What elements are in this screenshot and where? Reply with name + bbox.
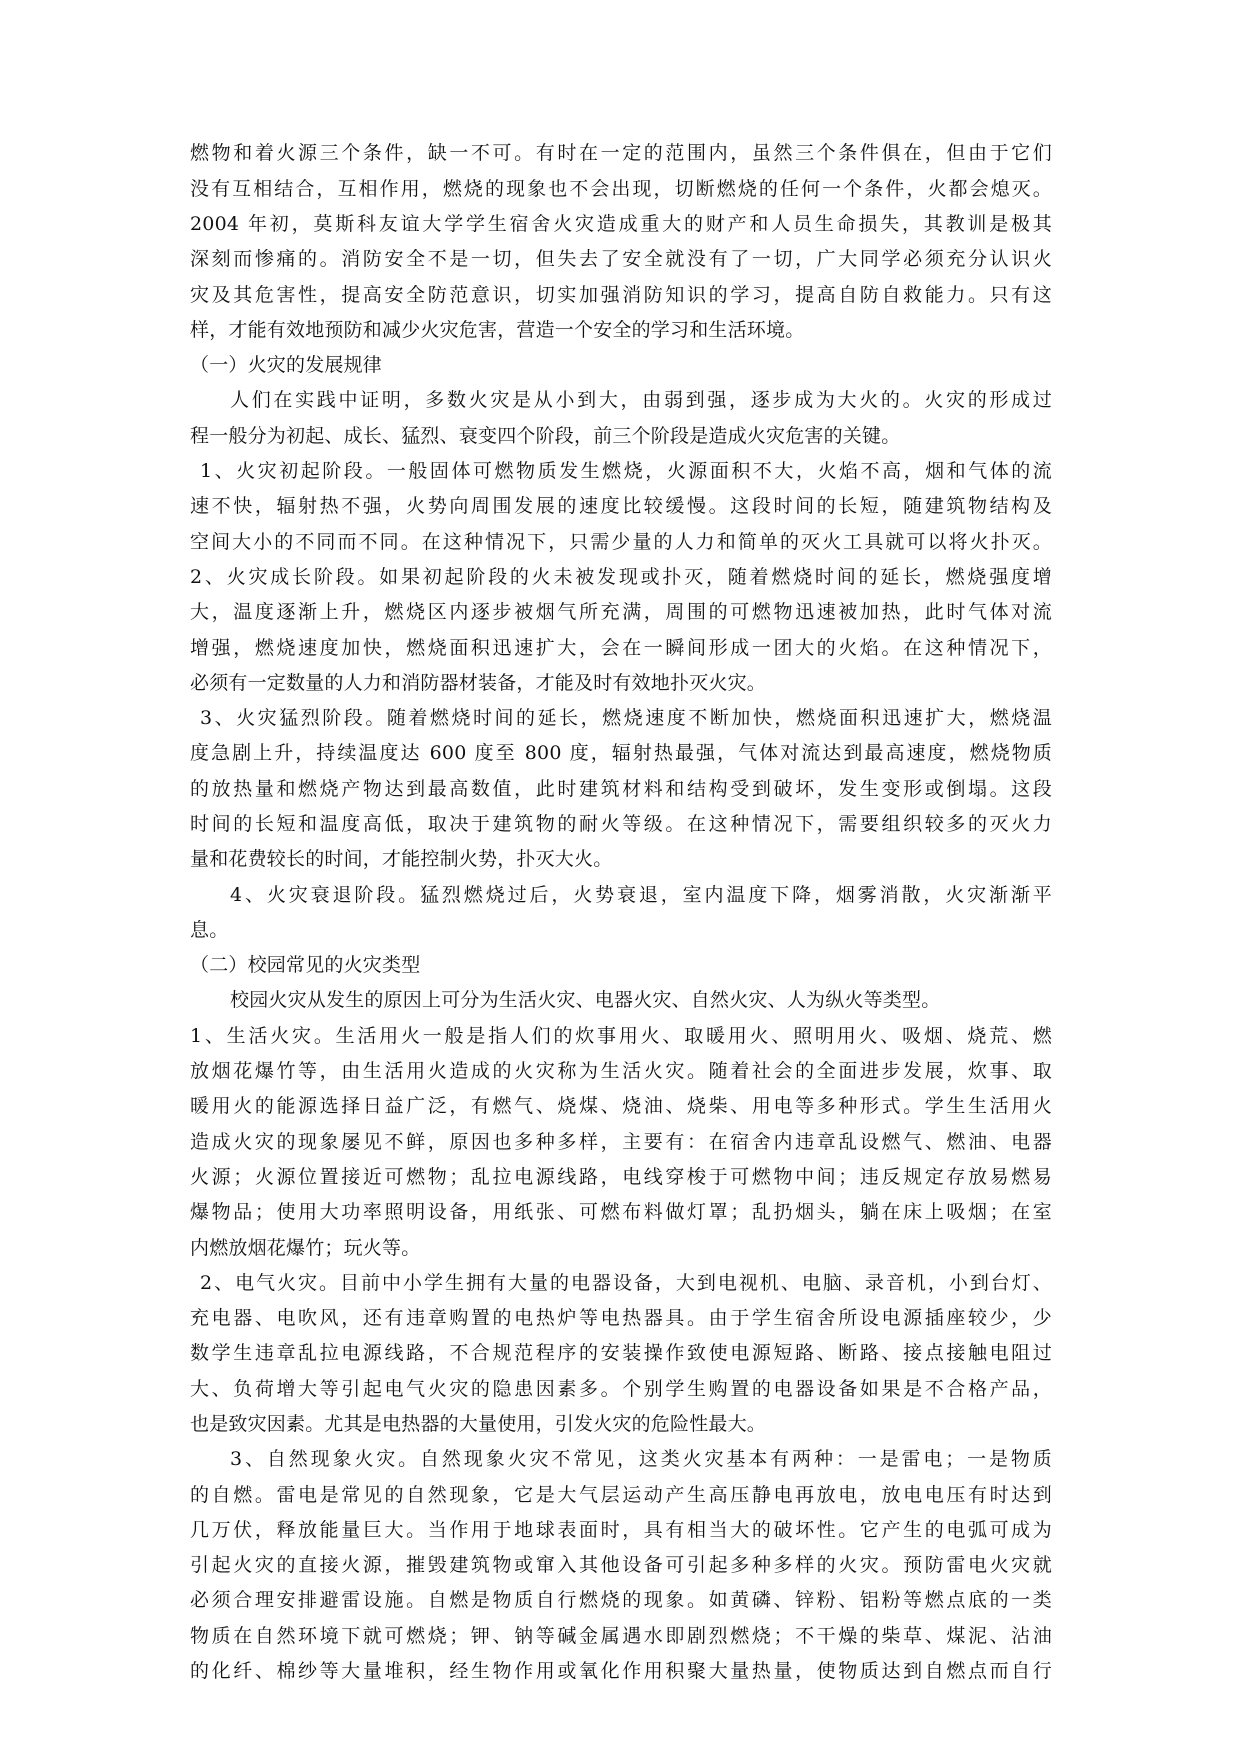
text-line: 也是致灾因素。尤其是电热器的大量使用，引发火灾的危险性最大。 [190,1413,767,1435]
text-line: 放烟花爆竹等，由生活用火造成的火灾称为生活火灾。随着社会的全面进步发展，炊事、取 [190,1060,1052,1082]
text-line: 3、自然现象火灾。自然现象火灾不常见，这类火灾基本有两种：一是雷电；一是物质 [230,1448,1052,1470]
text-line: 内燃放烟花爆竹；玩火等。 [190,1237,421,1259]
text-line: 引起火灾的直接火源，摧毁建筑物或窜入其他设备可引起多种多样的火灾。预防雷电火灾就 [190,1554,1052,1576]
text-line: 没有互相结合，互相作用，燃烧的现象也不会出现，切断燃烧的任何一个条件，火都会熄灭。 [190,178,1052,200]
text-line: 时间的长短和温度高低，取决于建筑物的耐火等级。在这种情况下，需要组织较多的灭火力 [190,813,1052,835]
text-line: 大，温度逐渐上升，燃烧区内逐步被烟气所充满，周围的可燃物迅速被加热，此时气体对流 [190,601,1052,623]
text-line: 数学生违章乱拉电源线路，不合规范程序的安装操作致使电源短路、断路、接点接触电阻过 [190,1342,1052,1364]
text-line: 深刻而惨痛的。消防安全不是一切，但失去了安全就没有了一切，广大同学必须充分认识火 [190,248,1052,270]
text-line: 必须合理安排避雷设施。自燃是物质自行燃烧的现象。如黄磷、锌粉、铝粉等燃点底的一类 [190,1589,1052,1611]
text-line: 1、火灾初起阶段。一般固体可燃物质发生燃烧，火源面积不大，火焰不高，烟和气体的流 [200,460,1052,482]
text-line: 空间大小的不同而不同。在这种情况下，只需少量的人力和简单的灭火工具就可以将火扑灭。 [190,531,1052,553]
text-line: 火源；火源位置接近可燃物；乱拉电源线路，电线穿梭于可燃物中间；违反规定存放易燃易 [190,1166,1052,1188]
text-line: 1、生活火灾。生活用火一般是指人们的炊事用火、取暖用火、照明用火、吸烟、烧荒、燃 [190,1025,1052,1047]
text-line: 4、火灾衰退阶段。猛烈燃烧过后，火势衰退，室内温度下降，烟雾消散，火灾渐渐平 [230,884,1052,906]
text-line: 程一般分为初起、成长、猛烈、衰变四个阶段，前三个阶段是造成火灾危害的关键。 [190,425,901,447]
text-line: 大、负荷增大等引起电气火灾的隐患因素多。个别学生购置的电器设备如果是不合格产品， [190,1378,1052,1400]
text-line: 物质在自然环境下就可燃烧；钾、钠等碱金属遇水即剧烈燃烧；不干燥的柴草、煤泥、沾油 [190,1625,1052,1647]
text-line: 3、火灾猛烈阶段。随着燃烧时间的延长，燃烧速度不断加快，燃烧面积迅速扩大，燃烧温 [200,707,1052,729]
text-line: 校园火灾从发生的原因上可分为生活火灾、电器火灾、自然火灾、人为纵火等类型。 [230,989,941,1011]
text-line: 样，才能有效地预防和减少火灾危害，营造一个安全的学习和生活环境。 [190,319,805,341]
text-line: 充电器、电吹风，还有违章购置的电热炉等电热器具。由于学生宿舍所设电源插座较少，少 [190,1307,1052,1329]
section-heading: （一）火灾的发展规律 [190,354,383,376]
text-line: 必须有一定数量的人力和消防器材装备，才能及时有效地扑灭火灾。 [190,672,767,694]
text-line: 人们在实践中证明，多数火灾是从小到大，由弱到强，逐步成为大火的。火灾的形成过 [230,389,1052,411]
text-line: 度急剧上升，持续温度达 600 度至 800 度，辐射热最强，气体对流达到最高速度，燃烧物质 [190,742,1052,764]
text-line: 增强，燃烧速度加快，燃烧面积迅速扩大，会在一瞬间形成一团大的火焰。在这种情况下， [190,637,1052,659]
text-line: 几万伏，释放能量巨大。当作用于地球表面时，具有相当大的破坏性。它产生的电弧可成为 [190,1519,1052,1541]
text-line: 速不快，辐射热不强，火势向周围发展的速度比较缓慢。这段时间的长短，随建筑物结构及 [190,495,1052,517]
text-line: 2、电气火灾。目前中小学生拥有大量的电器设备，大到电视机、电脑、录音机，小到台灯、 [200,1272,1052,1294]
section-heading: （二）校园常见的火灾类型 [190,954,421,976]
text-line: 量和花费较长的时间，才能控制火势，扑灭大火。 [190,848,613,870]
text-line: 的放热量和燃烧产物达到最高数值，此时建筑材料和结构受到破坏，发生变形或倒塌。这段 [190,778,1052,800]
text-line: 灾及其危害性，提高安全防范意识，切实加强消防知识的学习，提高自防自救能力。只有这 [190,284,1052,306]
text-line: 燃物和着火源三个条件，缺一不可。有时在一定的范围内，虽然三个条件俱在，但由于它们 [190,142,1052,164]
text-line: 2、火灾成长阶段。如果初起阶段的火未被发现或扑灭，随着燃烧时间的延长，燃烧强度增 [190,566,1052,588]
text-line: 息。 [190,919,229,941]
text-line: 爆物品；使用大功率照明设备，用纸张、可燃布料做灯罩；乱扔烟头，躺在床上吸烟；在室 [190,1201,1052,1223]
text-line: 的自燃。雷电是常见的自然现象，它是大气层运动产生高压静电再放电，放电电压有时达到 [190,1484,1052,1506]
text-line: 暖用火的能源选择日益广泛，有燃气、烧煤、烧油、烧柴、用电等多种形式。学生生活用火 [190,1095,1052,1117]
text-line: 2004 年初，莫斯科友谊大学学生宿舍火灾造成重大的财产和人员生命损失，其教训是极其 [190,213,1052,235]
text-line: 造成火灾的现象屡见不鲜，原因也多种多样，主要有：在宿舍内违章乱设燃气、燃油、电器 [190,1131,1052,1153]
text-line: 的化纤、棉纱等大量堆积，经生物作用或氧化作用积聚大量热量，使物质达到自燃点而自行 [190,1660,1052,1682]
